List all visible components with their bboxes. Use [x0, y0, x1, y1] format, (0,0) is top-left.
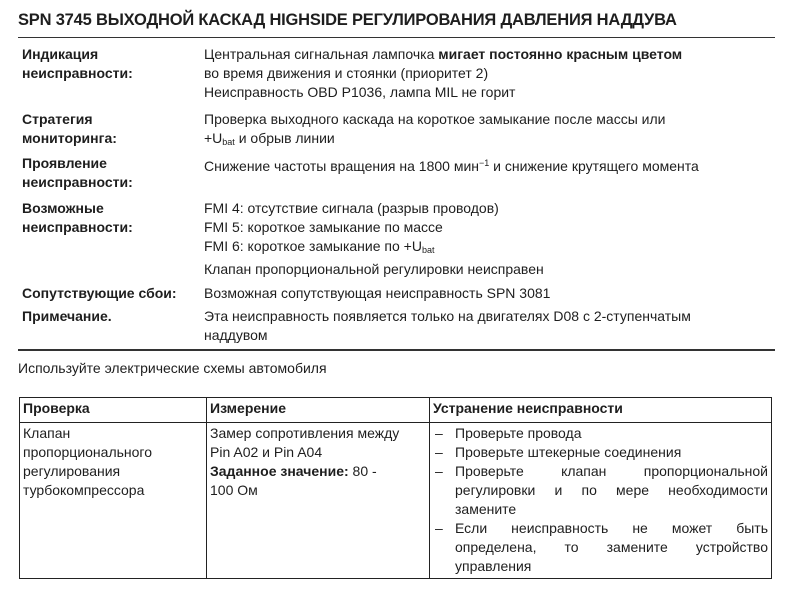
target-value-label: Заданное значение: — [210, 463, 349, 479]
header-check: Проверка — [20, 398, 207, 423]
table-row — [20, 423, 772, 579]
strategy-label: Стратегия мониторинга: — [22, 111, 117, 146]
list-item: – Проверьте штекерные соединения — [435, 444, 682, 460]
list-item: – Проверьте провода — [435, 425, 582, 441]
troubleshooting-table — [19, 397, 772, 579]
list-item: – Проверьте клапан пропорциональной регулировки и по мере необходимости замените — [435, 463, 768, 517]
related-faults-label: Сопутствующие сбои: — [22, 285, 177, 301]
related-faults-value: Возможная сопутствующая неисправность SPN 3081 — [204, 285, 551, 301]
indication-row — [22, 45, 782, 105]
table-header-row — [20, 398, 772, 423]
page-title: SPN 3745 ВЫХОДНОЙ КАСКАД HIGHSIDE РЕГУЛИРОВАНИЯ ДАВЛЕНИЯ НАДДУВА — [18, 11, 677, 29]
manifestation-value: Снижение частоты вращения на 1800 мин$^{-1}$ и снижение крутящего момента — [204, 158, 699, 174]
manifestation-row — [22, 154, 782, 194]
note-value: Эта неисправность появляется только на двигателях D08 с 2-ступенчатым наддувом — [204, 308, 691, 343]
indication-label: Индикация неисправности: — [22, 46, 133, 81]
indication-value: Центральная сигнальная лампочка мигает постоянно красным цветом во время движения и стоянки (приоритет 2) Неисправность OBD P1036, лампа MIL не горит — [204, 46, 683, 100]
manifestation-label: Проявление неисправности: — [22, 155, 133, 190]
possible-faults-row — [22, 199, 782, 279]
measurement-cell: Замер сопротивления между Pin A02 и Pin A04 Заданное значение: 80 - 100 Ом — [207, 423, 430, 579]
strategy-value: Проверка выходного каскада на короткое замыкание после массы или $+U_{bat}$ и обрыв линии — [204, 111, 666, 147]
fix-cell — [430, 423, 772, 579]
strategy-row — [22, 110, 782, 150]
header-fix: Устранение неисправности — [430, 398, 772, 423]
note-row — [22, 307, 782, 347]
possible-faults-label: Возможные неисправности: — [22, 200, 133, 235]
note-label: Примечание. — [22, 308, 112, 324]
fix-list — [433, 424, 768, 576]
list-item: – Если неисправность не может быть определена, то замените устройство управления — [435, 520, 768, 574]
wiring-diagrams-note: Используйте электрические схемы автомобиля — [18, 360, 327, 376]
related-faults-row — [22, 284, 782, 304]
section-divider — [18, 349, 775, 351]
possible-faults-value: FMI 4: отсутствие сигнала (разрыв проводов) FMI 5: короткое замыкание по массе FMI 6: короткое замыкание по $+U_{bat}$ Клапан пропорциональной регулировки неисправен — [204, 200, 544, 277]
title-divider — [18, 37, 775, 38]
check-cell: Клапан пропорционального регулирования турбокомпрессора — [20, 423, 207, 579]
header-measurement: Измерение — [207, 398, 430, 423]
